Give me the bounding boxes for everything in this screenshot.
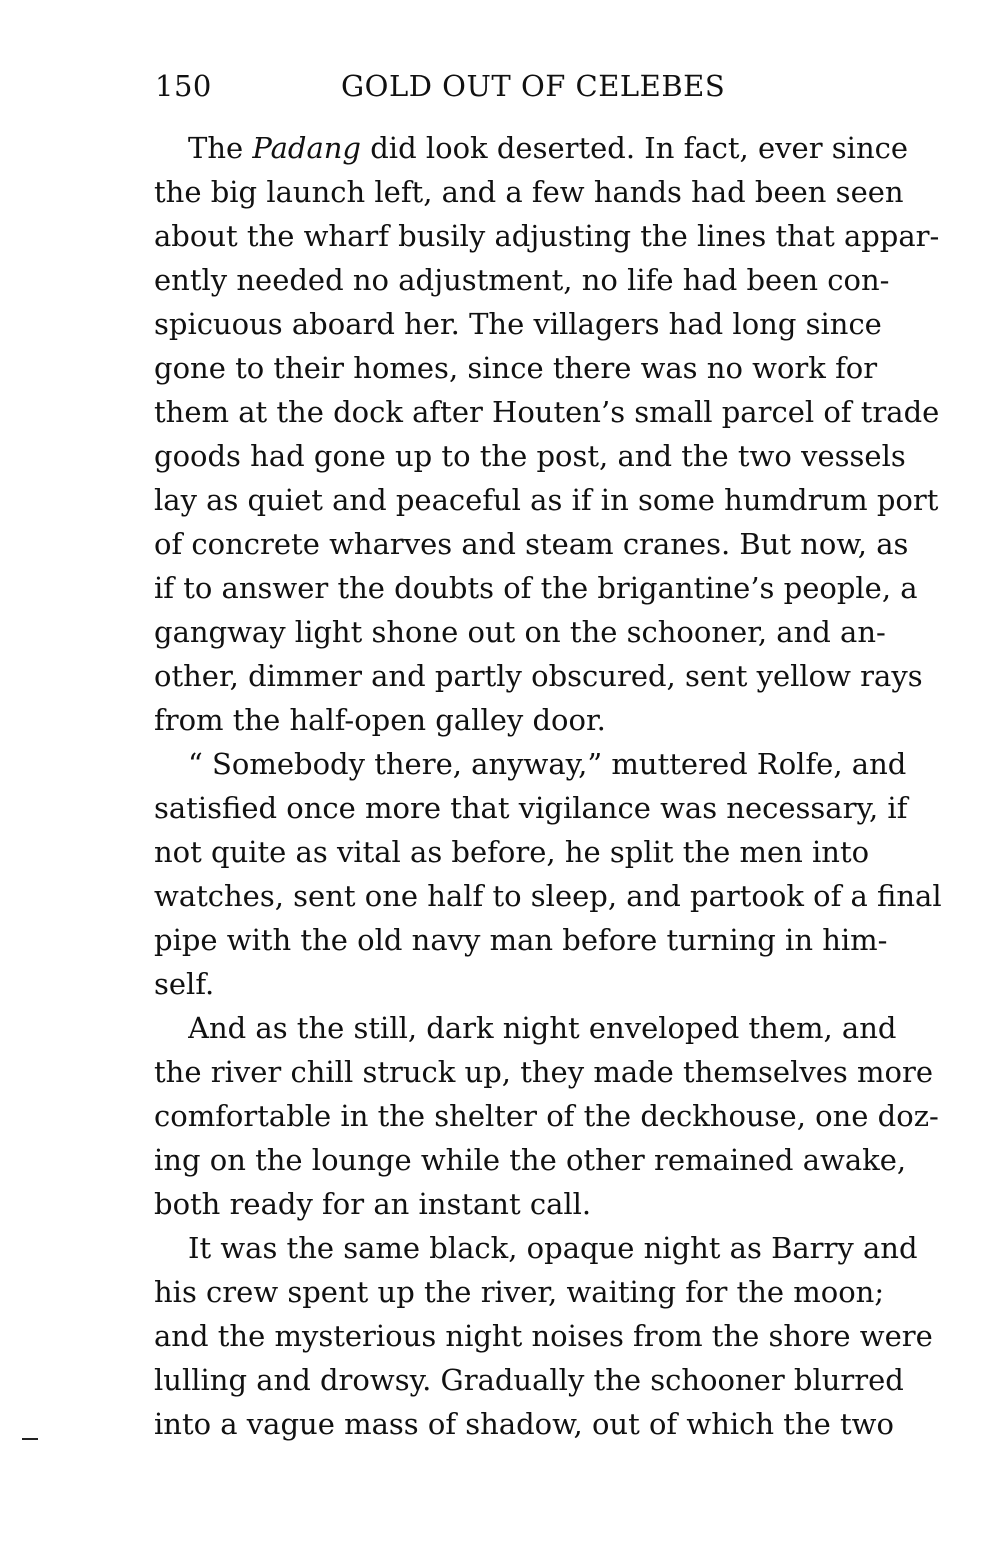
text-line: lay as quiet and peaceful as if in some humdrum port xyxy=(154,483,939,517)
text-line: both ready for an instant call. xyxy=(154,1187,592,1221)
text-line: the river chill struck up, they made themselves more xyxy=(154,1055,933,1089)
text-line: watches, sent one half to sleep, and partook of a final xyxy=(154,879,942,913)
text-line: them at the dock after Houten’s small parcel of trade xyxy=(154,395,940,429)
text-line: ently needed no adjustment, no life had been con- xyxy=(154,263,890,297)
text-line: It was the same black, opaque night as Barry and xyxy=(188,1231,918,1265)
text-line: gone to their homes, since there was no work for xyxy=(154,351,878,385)
page-header xyxy=(155,66,755,106)
text-line: goods had gone up to the post, and the two vessels xyxy=(154,439,906,473)
text-line: about the wharf busily adjusting the lines that appar- xyxy=(154,219,940,253)
text-line: ing on the lounge while the other remained awake, xyxy=(154,1143,907,1177)
text-line: into a vague mass of shadow, out of which the two xyxy=(154,1407,894,1441)
running-title: GOLD OUT OF CELEBES xyxy=(341,69,726,103)
text-line: if to answer the doubts of the brigantine’s people, a xyxy=(154,571,918,605)
text-line: and the mysterious night noises from the shore were xyxy=(154,1319,933,1353)
text-line: other, dimmer and partly obscured, sent yellow rays xyxy=(154,659,923,693)
text-line: comfortable in the shelter of the deckhouse, one doz- xyxy=(154,1099,939,1133)
text-line: gangway light shone out on the schooner, and an- xyxy=(154,615,886,649)
ship-name-italic: Padang xyxy=(252,131,362,165)
text-line: lulling and drowsy. Gradually the schooner blurred xyxy=(154,1363,904,1397)
text-line: from the half-open galley door. xyxy=(154,703,606,737)
margin-mark xyxy=(22,1438,38,1440)
text-line: not quite as vital as before, he split the men into xyxy=(154,835,870,869)
text-line: The Padang did look deserted. In fact, ever since xyxy=(188,131,909,165)
text-line: satisfied once more that vigilance was necessary, if xyxy=(154,791,908,825)
text-line: pipe with the old navy man before turning in him- xyxy=(154,923,888,957)
text-line: self. xyxy=(154,967,215,1001)
text-line: the big launch left, and a few hands had been seen xyxy=(154,175,904,209)
text-line: And as the still, dark night enveloped them, and xyxy=(188,1011,897,1045)
text-line: of concrete wharves and steam cranes. But now, as xyxy=(154,527,909,561)
text-line: “ Somebody there, anyway,” muttered Rolfe, and xyxy=(188,747,907,781)
text-line: his crew spent up the river, waiting for the moon; xyxy=(154,1275,885,1309)
page-number: 150 xyxy=(155,69,212,103)
text-line: spicuous aboard her. The villagers had long since xyxy=(154,307,882,341)
